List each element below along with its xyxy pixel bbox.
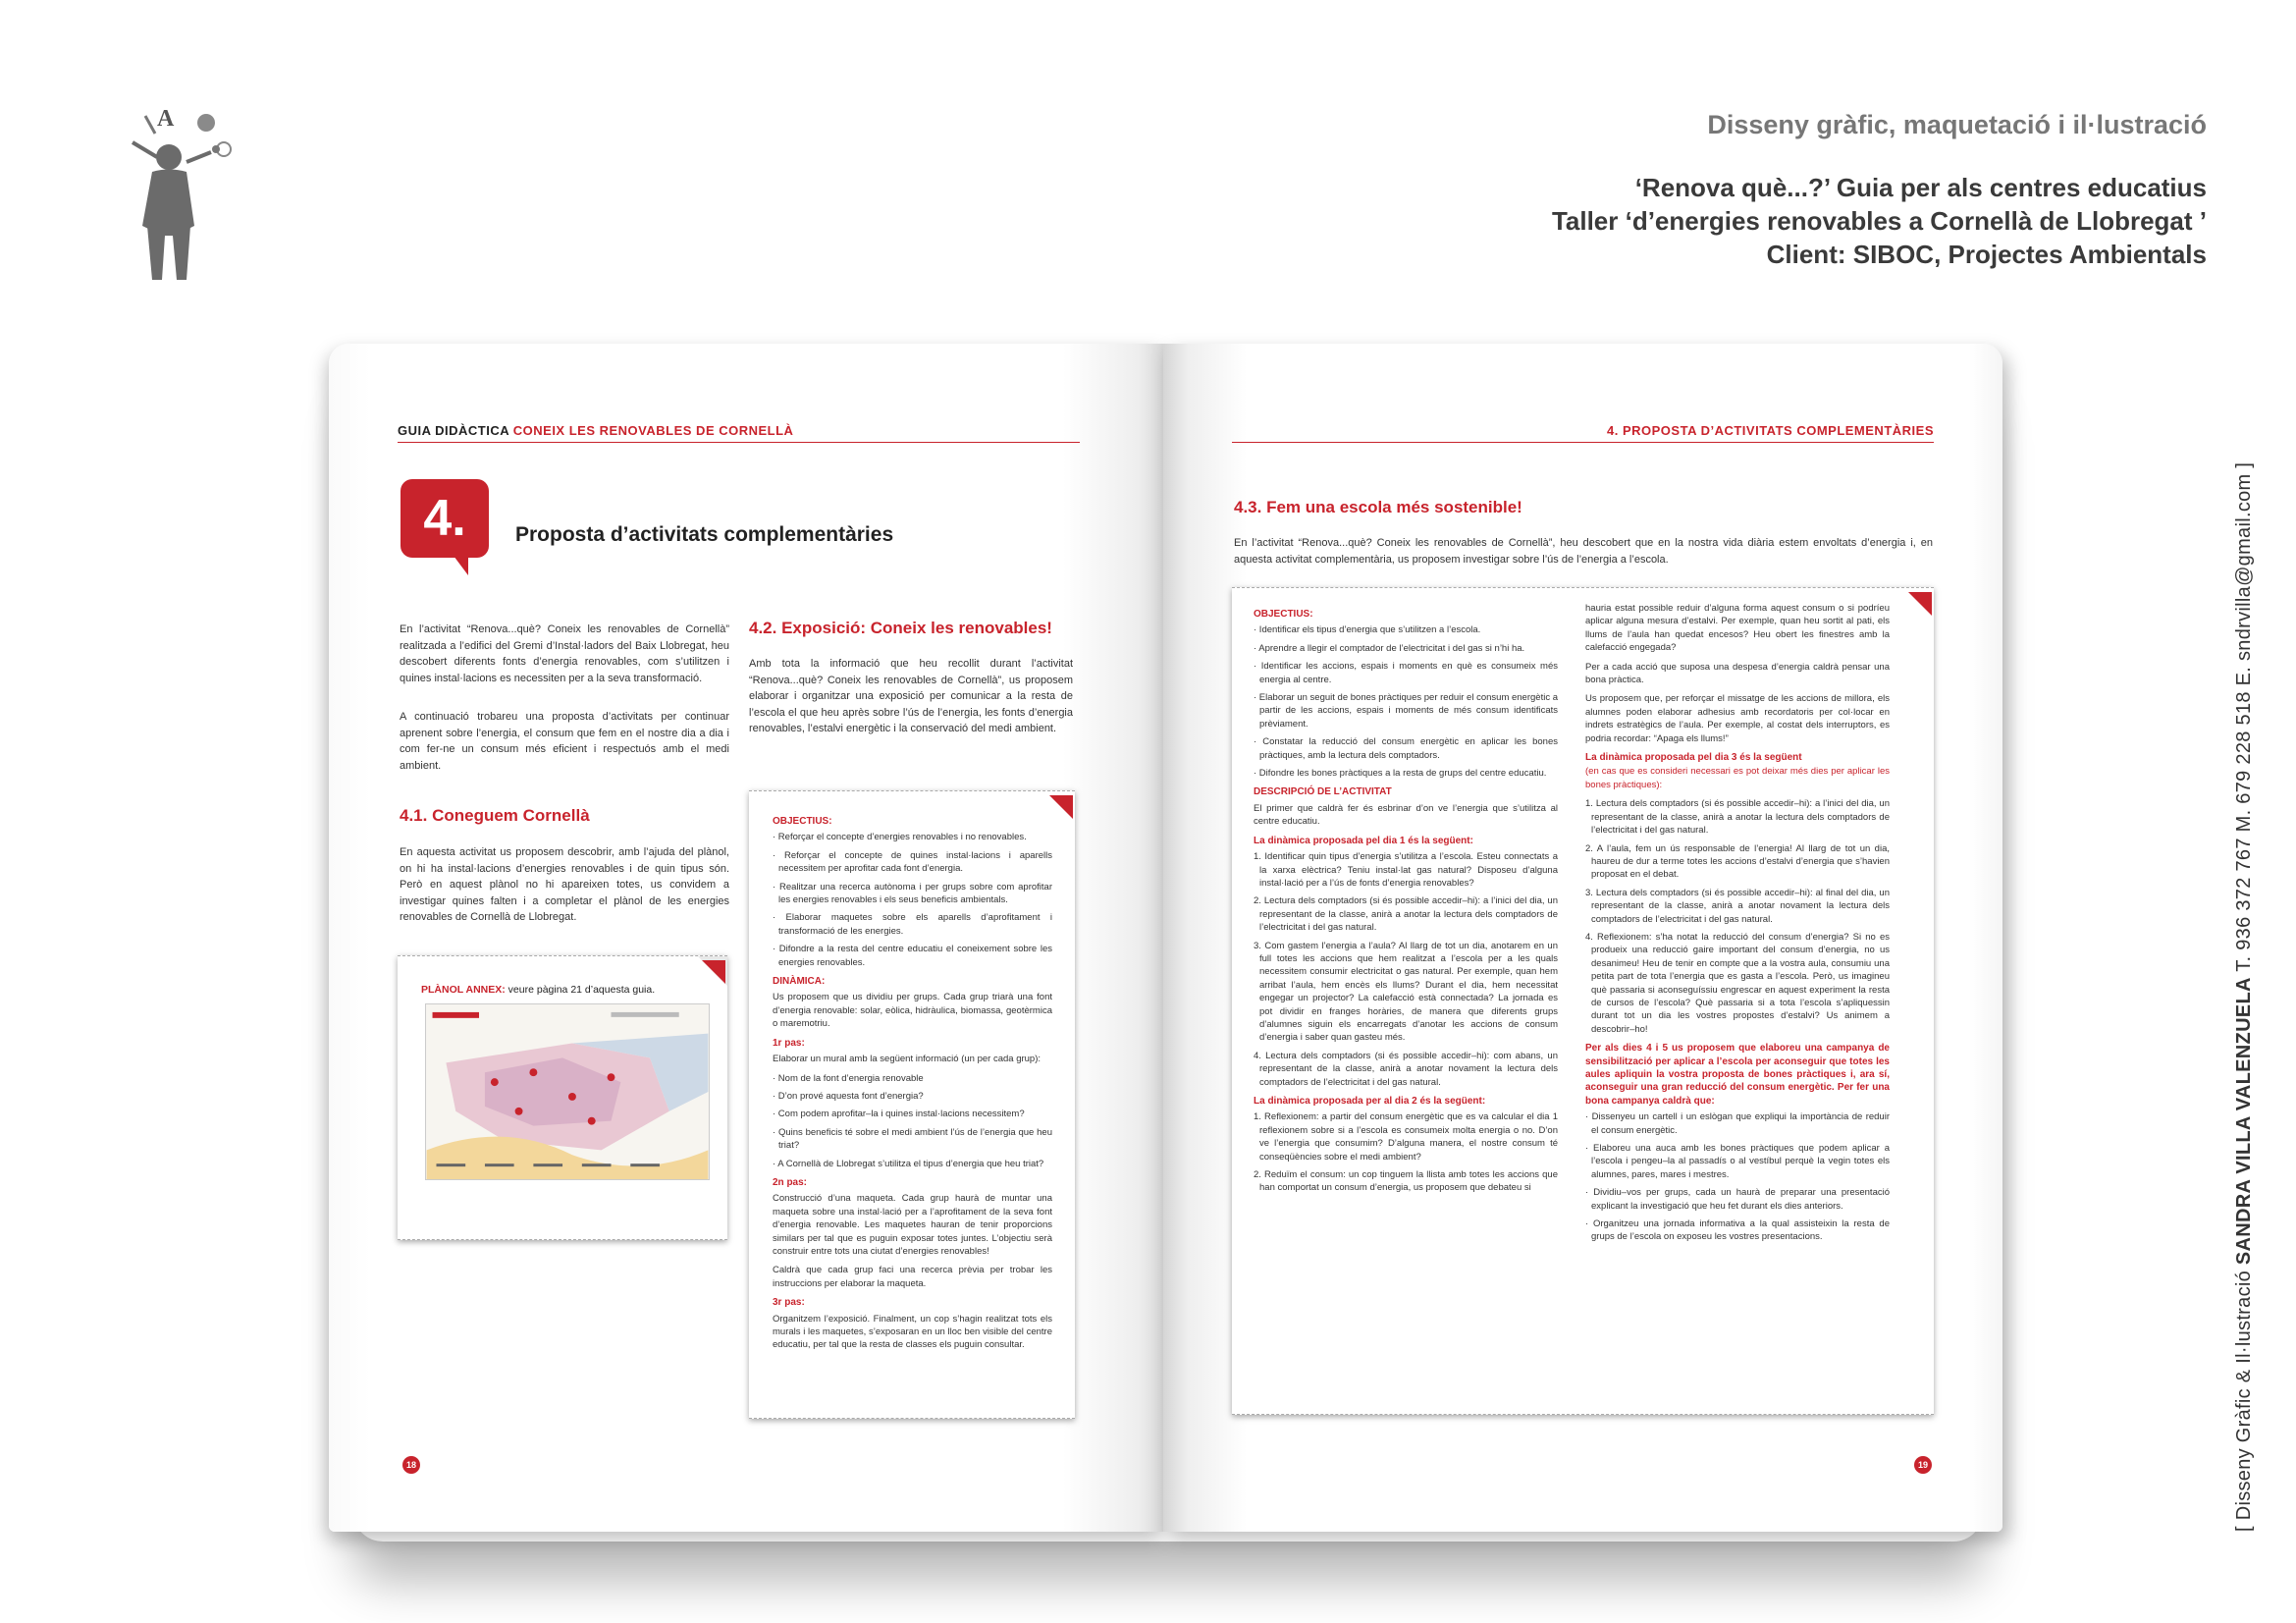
studio-label: Disseny Gràfic & Il·lustració	[2233, 1265, 2255, 1521]
plan-annex-text: veure pàgina 21 d’aquesta guia.	[505, 984, 656, 996]
juggler-mascot-logo	[108, 98, 245, 295]
running-head-left	[398, 423, 793, 438]
svg-text:A: A	[157, 106, 175, 132]
intro-4-3: En l’activitat “Renova...què? Coneix les renovables de Cornellà”, heu descobert que en la nostra vida diària estem envoltats d’energia i, en aquesta activitat complementària, us proposem investigar sobre l’ús de l’energia a l’escola.	[1234, 537, 1933, 566]
list-item: 3. Lectura dels comptadors (si és possible accedir–hi): al final del dia, un representant de la classe, anirà a anotar novament la lectura dels comptadors de l’electricitat i del gas natural.	[1585, 887, 1890, 925]
day-2-label: La dinàmica proposada per al dia 2 és la següent:	[1254, 1096, 1486, 1107]
list-item: · Nom de la font d’energia renovable	[773, 1072, 924, 1084]
list-item: · A Cornellà de Llobregat s’utilitza el tipus d’energia que heu triat?	[773, 1158, 1044, 1169]
step-3-text: Organitzem l’exposició. Finalment, un cop s’hagin realitzat tots els murals i les maquetes, s’exposaran en un lloc ben visible del centre educatiu, per tal que la resta de classes els puguin consultar.	[773, 1313, 1052, 1351]
intro-paragraph-2: A continuació trobareu una proposta d’activitats per continuar aprenent sobre l’energia, el consum que fem en el nostre dia a dia i com fer-ne un consum més eficient i respectuós amb el medi ambient.	[400, 711, 729, 772]
left-page	[329, 344, 1163, 1532]
bracket-open: [	[2233, 1520, 2255, 1532]
day-3-label: La dinàmica proposada pel dia 3 és la següent	[1585, 752, 1802, 764]
list-item: 4. Reflexionem: s’ha notat la reducció del consum d’energia? Si no es produeix una reducció gaire important del consum d’energia, no us desanimeu! Heu de tenir en compte que a la vostra aula, consumiu una petita part de tota l’energia que es gasta a l’escola. Però, us imagineu què passaria si aconseguíssiu engrescar en aquest experiment la resta de cursos de l’escola? Què passaria si a tota l’escola s’apliquessin durant tot un dia les vostres propostes d’estalvi? Us animem a descobrir–ho!	[1585, 931, 1890, 1035]
days-4-5-list	[1585, 1110, 1890, 1244]
objectives-label: OBJECTIUS:	[773, 816, 832, 827]
paragraph-4-1: En aquesta activitat us proposem descobrir, amb l’ajuda del plànol, on hi ha instal·lacions d’energies renovables i de quin tipus són. Però en aquest plànol no hi apareixen totes, us convidem a investigar quines falten i a completar el plànol de les energies renovables de Cornellà de Llobregat.	[400, 846, 729, 923]
step-3-label: 3r pas:	[773, 1297, 805, 1309]
list-item: 2. Reduïm el consum: un cop tinguem la llista amb totes les accions que han comportat un consum d’energia, us proposem que debateu si	[1254, 1169, 1558, 1194]
section-number-badge: 4.	[400, 479, 489, 558]
list-item: · Com podem aprofitar–la i quines instal·lacions necessitem?	[773, 1109, 1025, 1120]
list-item: 2. A l’aula, fem un ús responsable de l’energia! Al llarg de tot un dia, haureu de dur a terme totes les accions d’estalvi d’energia que s’havien proposat en el debat.	[1585, 842, 1890, 881]
plan-annex-label: PLÀNOL ANNEX:	[421, 984, 506, 996]
list-item: · Aprendre a llegir el comptador de l’electricitat i del gas si n’hi ha.	[1254, 642, 1525, 654]
running-head-right: 4. PROPOSTA D’ACTIVITATS COMPLEMENTÀRIES	[1607, 423, 1934, 438]
day-2-list	[1254, 1110, 1558, 1194]
day-1-label: La dinàmica proposada pel dia 1 és la següent:	[1254, 835, 1473, 846]
list-item: · Quins beneficis té sobre el medi ambient l’ús de l’energia que heu triat?	[773, 1126, 1052, 1152]
dynamics-text: Us proposem que us dividiu per grups. Cada grup triarà una font d’energia renovable: solar, eòlica, hidràulica, biomassa, geotèrmica o maremotriu.	[773, 992, 1052, 1030]
project-title-2: Taller ‘d’energies renovables a Cornellà de Llobregat ’	[1551, 206, 2207, 236]
day-3-list	[1585, 797, 1890, 1036]
step-2-text-b: Caldrà que cada grup faci una recerca prèvia per trobar les instruccions per elaborar la maqueta.	[773, 1265, 1052, 1289]
day-1-list	[1254, 850, 1558, 1089]
page-number-right: 19	[1914, 1456, 1932, 1474]
dynamics-label: DINÀMICA:	[773, 976, 826, 988]
page-curl-icon	[1904, 588, 1934, 618]
step-1-list	[773, 1072, 1052, 1170]
list-item: 1. Lectura dels comptadors (si és possible accedir–hi): a l’inici del dia, un representant de la classe, anirà a anotar la lectura dels comptadors de l’electricitat i del gas natural.	[1585, 798, 1890, 837]
heading-4-1: 4.1. Coneguem Cornellà	[400, 806, 590, 825]
plan-card	[398, 955, 727, 1240]
school-card-col-1	[1254, 602, 1558, 1200]
heading-4-2: 4.2. Exposició: Coneix les renovables!	[749, 619, 1052, 637]
list-item: · Dissenyeu un cartell i un eslògan que expliqui la importància de reduir el consum energètic.	[1585, 1111, 1890, 1136]
heading-4-3: 4.3. Fem una escola més sostenible!	[1234, 498, 1522, 516]
description-text: El primer que caldrà fer és esbrinar d’on ve l’energia que s’utilitza al centre educatiu.	[1254, 802, 1558, 828]
step-1-label: 1r pas:	[773, 1037, 805, 1049]
running-head-title: CONEIX LES RENOVABLES DE CORNELLÀ	[512, 423, 794, 438]
list-item: · Elaborar maquetes sobre els aparells d’aprofitament i transformació de les energies.	[773, 912, 1052, 937]
running-head-guide: GUIA DIDÀCTICA	[398, 423, 513, 438]
list-item: · Elaboreu una auca amb les bones pràctiques que podem aplicar a l’escola i pengeu–la al passadís o al vestíbul perquè la vegin totes els alumnes, pares, mares i mestres.	[1585, 1143, 1890, 1180]
list-item: · Realitzar una recerca autònoma i per grups sobre com aprofitar les energies renovables i els seus beneficis ambientals.	[773, 881, 1052, 906]
list-item: · Reforçar el concepte d’energies renovables i no renovables.	[773, 832, 1027, 843]
exhibition-card-content	[773, 809, 1052, 1358]
step-1-text: Elaborar un mural amb la següent informació (un per cada grup):	[773, 1054, 1041, 1065]
list-item: 2. Lectura dels comptadors (si és possible accedir–hi): a l’inici del dia, un representant de la classe, anirà a anotar la lectura dels comptadors de l’electricitat i del gas natural.	[1254, 895, 1558, 934]
list-item: · Identificar els tipus d’energia que s’utilitzen a l’escola.	[1254, 624, 1481, 636]
list-item: · Identificar les accions, espais i moments en què es consumeix més energia al centre.	[1254, 661, 1558, 685]
list-item: · Difondre a la resta del centre educatiu el coneixement sobre les energies renovables.	[773, 944, 1052, 968]
list-item: 1. Identificar quin tipus d’energia s’utilitza a l’escola. Esteu connectats a la xarxa elèctrica? Teniu instal·lat gas natural? Disposeu d’alguna instal·lació per a l’ús de fonts d’energia renovables?	[1254, 851, 1558, 889]
page-number-left: 18	[402, 1456, 420, 1474]
contact-sidebar	[2233, 461, 2256, 1532]
objectives-label-right: OBJECTIUS:	[1254, 609, 1313, 620]
intro-paragraph-1: En l’activitat “Renova...què? Coneix les renovables de Cornellà” realitzada a l’edifici del Gremi d’Instal·ladors del Baix Llobregat, heu descobert diferents fonts d’energia renovables, com s’utilitzen i quines instal·lacions es necessiten per a la seva transformació.	[400, 623, 729, 684]
section-title: Proposta d’activitats complementàries	[515, 523, 894, 546]
plan-annex-note	[421, 984, 655, 996]
discipline-heading: Disseny gràfic, maquetació i il·lustració	[1707, 110, 2207, 139]
objectives-list	[773, 831, 1052, 969]
list-item: · Organitzeu una jornada informativa a la qual assisteixin la resta de grups de l’escola on exposeu les vostres presentacions.	[1585, 1218, 1890, 1243]
list-item: · Elaborar un seguit de bones pràctiques per reduir el consum energètic a partir de les accions, espais i moments de més consum identificats prèviament.	[1254, 692, 1558, 730]
list-item: · D’on prové aquesta font d’energia?	[773, 1090, 924, 1102]
list-item: 4. Lectura dels comptadors (si és possible accedir–hi): com abans, un representant de la classe, anirà a anotar novament la lectura dels comptadors de l’electricitat i del gas natural.	[1254, 1050, 1558, 1088]
contact-details: T. 936 372 767 M. 679 228 518 E. sndrvilla@gmail.com ]	[2233, 461, 2255, 978]
step-2-text: Construcció d’una maqueta. Cada grup haurà de muntar una maqueta sobre una instal·lació per a l’aprofitament de la seva font d’energia renovable. Les maquetes hauran de tenir proporcions similars per tal que es puguin exposar totes juntes. L’objectiu serà construir entre tots una ciutat d’energies renovables!	[773, 1193, 1052, 1257]
cornella-map-thumbnail	[425, 1003, 710, 1180]
school-card-col-2	[1585, 602, 1890, 1249]
right-page	[1163, 344, 2002, 1532]
exhibition-card	[749, 790, 1075, 1419]
designer-name: SANDRA VILLA VALENZUELA	[2233, 977, 2255, 1266]
project-title-1: ‘Renova què...?’ Guia per als centres educatius	[1634, 173, 2207, 202]
project-client: Client: SIBOC, Projectes Ambientals	[1766, 240, 2207, 269]
school-card	[1232, 587, 1934, 1415]
objectives-list-right	[1254, 623, 1558, 780]
project-titles	[1552, 171, 2207, 271]
col2-paragraph-2: Per a cada acció que suposa una despesa d’energia caldrà pensar una bona pràctica.	[1585, 661, 1890, 686]
day-3-note: (en cas que es consideri necessari es pot deixar més dies per aplicar les bones pràctiques):	[1585, 766, 1890, 790]
step-2-label: 2n pas:	[773, 1176, 808, 1188]
list-item: 3. Com gastem l’energia a l’aula? Al llarg de tot un dia, anotarem en un full totes les accions que hem realitzat a l’escola per a les quals necessitem consumir electricitat o gas natural. Per exemple, quan hem arribat l’aula, hem encès els llums? Durant el dia, hem necessitat engegar un projector? La calefacció està connectada? La jornada es pot dividir en franges horàries, de manera que diferents grups d’alumnes siguin els encarregats d’anotar les accions de consum d’energia i saber quan gasteu més.	[1254, 940, 1558, 1044]
page-curl-icon	[698, 956, 727, 986]
days-4-5-label: Per als dies 4 i 5 us proposem que elaboreu una campanya de sensibilització per aplicar a l’escola per aconseguir que totes les aules apliquin la vostra proposta de bones pràctiques i, ara sí, aconseguir una gran reducció del consum energètic. Per fer una bona campanya caldrà que:	[1585, 1043, 1890, 1107]
col2-paragraph-1: hauria estat possible reduir d’alguna forma aquest consum o si podríeu aplicar alguna mesura d’estalvi. Per exemple, quan heu sortit al pati, els llums de l’aula han quedat encesos? Heu obert les finestres amb la calefacció engegada?	[1585, 603, 1890, 654]
list-item: · Constatar la reducció del consum energètic en aplicar les bones pràctiques, amb la lectura dels comptadors.	[1254, 736, 1558, 761]
paragraph-4-2: Amb tota la informació que heu recollit durant l’activitat “Renova...què? Coneix les renovables de Cornellà”, us proposem elaborar i organitzar una exposició per comunicar a la resta de l’escola el que heu après sobre l’ús de l’energia, les fonts d’energia renovables, l’estalvi energètic i la conservació del medi ambient.	[749, 658, 1073, 734]
col2-paragraph-3: Us proposem que, per reforçar el missatge de les accions de millora, els alumnes poden elaborar adhesius amb recordatoris per col·locar en indrets estratègics de l’aula. Per exemple, al costat dels interruptors, es podria recordar: “Apaga els llums!”	[1585, 693, 1890, 744]
description-label: DESCRIPCIÓ DE L’ACTIVITAT	[1254, 786, 1392, 798]
list-item: · Reforçar el concepte de quines instal·lacions i aparells necessitem per aprofitar cada font d’energia.	[773, 849, 1052, 875]
list-item: 1. Reflexionem: a partir del consum energètic que es va calcular el dia 1 reflexionem sobre si a l’escola es consumeix molta energia o no. D’on ve l’energia que consumim? D’alguna manera, el nostre consum té conseqüències sobre el medi ambient?	[1254, 1111, 1558, 1163]
list-item: · Dividiu–vos per grups, cada un haurà de preparar una presentació explicant la investigació que heu fet durant els dies anteriors.	[1585, 1187, 1890, 1212]
list-item: · Difondre les bones pràctiques a la resta de grups del centre educatiu.	[1254, 768, 1547, 780]
